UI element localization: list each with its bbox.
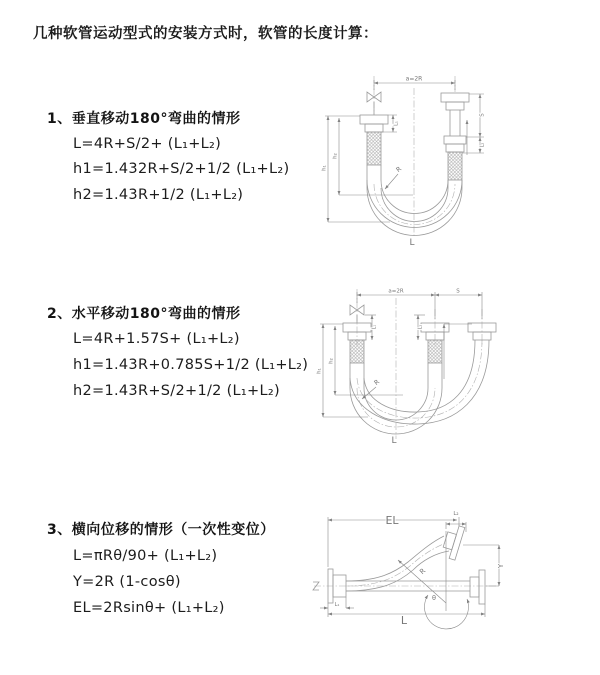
dim-label-h2: h₂ xyxy=(328,358,335,364)
l2-dimension xyxy=(446,511,466,532)
dim-label-l1: L₁ xyxy=(393,121,400,126)
braided-hose-section xyxy=(350,340,364,363)
centerlines xyxy=(357,289,482,439)
top-dimensions xyxy=(357,289,482,320)
y-dimension xyxy=(463,545,505,586)
diagram-vertical-180-bend xyxy=(312,70,582,262)
page-title: 几种软管运动型式的安装方式时，软管的长度计算： xyxy=(33,26,378,42)
centerlines xyxy=(313,582,496,590)
tilted-flange-displaced-position xyxy=(441,523,465,560)
dim-label-h1: h₁ xyxy=(316,368,323,374)
radius-label: R xyxy=(394,164,404,174)
diagram-lateral-displacement xyxy=(300,503,600,665)
section-1-formula-L: L=4R+S/2+ (L₁+L₂) xyxy=(73,136,222,152)
radius-label: R xyxy=(372,377,382,387)
section-2-formula-L: L=4R+1.57S+ (L₁+L₂) xyxy=(73,331,240,347)
braided-hose-section xyxy=(428,340,442,363)
right-pipe-fitting xyxy=(441,93,469,180)
section-3-heading: 3、横向位移的情形（一次性变位） xyxy=(47,522,275,538)
right-flange-fitting xyxy=(470,570,485,604)
dim-label-a2r: a=2R xyxy=(388,288,404,295)
top-dimension xyxy=(374,76,455,91)
right-dimensions xyxy=(462,94,486,155)
l1-dimension xyxy=(320,597,354,608)
dim-label-a2r: a=2R xyxy=(405,75,423,83)
radius-annotation xyxy=(385,165,403,189)
dim-label-s: S xyxy=(479,113,486,117)
dim-label-l1: L₁ xyxy=(334,602,340,608)
section-3-formula-EL: EL=2Rsinθ+ (L₁+L₂) xyxy=(73,600,225,616)
length-label: L xyxy=(409,238,415,248)
dim-label-h1: h₁ xyxy=(321,165,328,171)
braided-hose-section xyxy=(448,152,462,180)
section-2-formula-h1: h1=1.43R+0.785S+1/2 (L₁+L₂) xyxy=(73,357,309,373)
dim-label-y: Y xyxy=(497,563,505,569)
hose-s-curve-displaced xyxy=(346,536,449,591)
section-3-formula-Y: Y=2R (1-cosθ) xyxy=(73,574,181,590)
angle-label-theta: θ xyxy=(432,594,436,602)
section-2-heading: 2、水平移动180°弯曲的情形 xyxy=(47,306,241,322)
dim-label-l2: L₂ xyxy=(453,511,459,517)
diagram-horizontal-180-bend xyxy=(308,283,593,455)
section-1-heading: 1、垂直移动180°弯曲的情形 xyxy=(47,111,241,127)
braided-hose-section xyxy=(367,132,381,165)
dim-label-l1: L₁ xyxy=(372,324,378,330)
length-label: L xyxy=(400,614,408,627)
section-2-formula-h2: h2=1.43R+S/2+1/2 (L₁+L₂) xyxy=(73,383,280,399)
dim-label-el: EL xyxy=(385,514,399,527)
section-1-formula-h2: h2=1.43R+1/2 (L₁+L₂) xyxy=(73,187,244,203)
section-1-formula-h1: h1=1.432R+S/2+1/2 (L₁+L₂) xyxy=(73,161,290,177)
dim-label-s: S xyxy=(456,288,460,295)
length-label: L xyxy=(391,436,397,446)
small-dimensions xyxy=(365,315,472,379)
hose-u-bend-position-2 xyxy=(350,340,489,424)
l1-dimension xyxy=(381,115,400,132)
radius-label: R xyxy=(418,566,428,577)
section-3-formula-L: L=πRθ/90+ (L₁+L₂) xyxy=(73,548,218,564)
dim-label-l2: L₂ xyxy=(418,324,424,330)
dim-label-l2: L₂ xyxy=(479,142,486,148)
middle-flange-fitting xyxy=(421,323,449,363)
dim-label-h2: h₂ xyxy=(332,153,339,159)
left-flange-fitting xyxy=(360,115,388,165)
el-dimension xyxy=(328,514,459,567)
